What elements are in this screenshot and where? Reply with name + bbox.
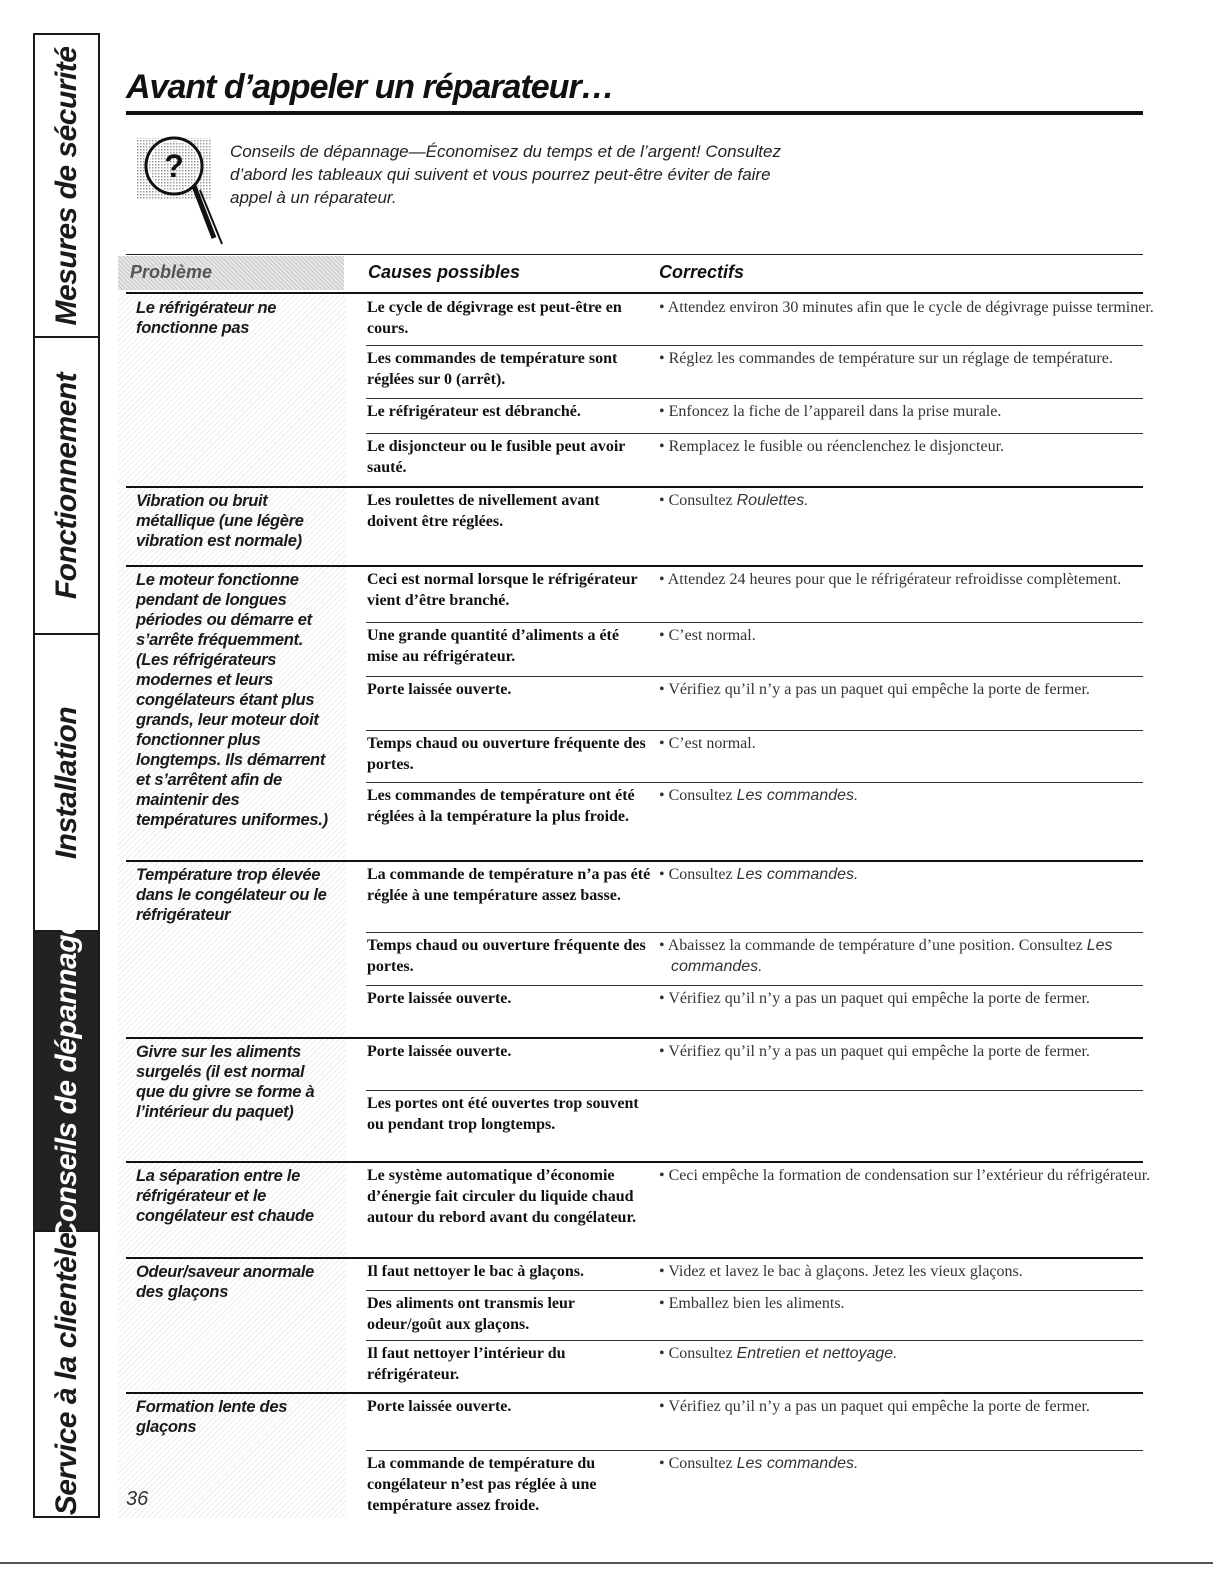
- fix-item: • Consultez Les commandes.: [659, 1455, 859, 1472]
- fix-item: • C’est normal.: [659, 735, 756, 752]
- cause-text: Les portes ont été ouvertes trop souvent ou pendant trop longtemps.: [367, 1095, 639, 1133]
- fix-text: Remplacez le fusible ou réenclenchez le disjoncteur.: [668, 438, 1005, 455]
- problem-group: [0, 1038, 1213, 1162]
- fix-reference: Les commandes.: [671, 937, 1113, 975]
- problem-text: Température trop élevée dans le congélateur ou le réfrigérateur: [136, 866, 327, 924]
- fix-reference: Entretien et nettoyage.: [736, 1345, 898, 1362]
- column-header-problem: [118, 256, 344, 290]
- fix-text: Réglez les commandes de température sur un réglage de température.: [668, 350, 1113, 367]
- problem-text: Formation lente des glaçons: [136, 1398, 288, 1436]
- question-magnifier-icon: [128, 128, 234, 248]
- fix-text: Vérifiez qu’il n’y a pas un paquet qui empêche la porte de fermer.: [668, 1043, 1090, 1060]
- problem-group: [0, 861, 1213, 1038]
- problem-cell: [118, 488, 346, 564]
- fix-item: • Consultez Les commandes.: [659, 787, 859, 804]
- problem-text: Vibration ou bruit métallique (une légère vibration est normale): [136, 492, 304, 550]
- cause-text: Porte laissée ouverte.: [367, 990, 512, 1007]
- fix-item: • Vérifiez qu’il n’y a pas un paquet qui empêche la porte de fermer.: [659, 681, 1090, 698]
- fix-item: • Vérifiez qu’il n’y a pas un paquet qui empêche la porte de fermer.: [659, 1398, 1090, 1415]
- problem-cell: [118, 567, 346, 859]
- problem-text: Le moteur fonctionne pendant de longues périodes ou démarre et s’arrête fréquemment. (Les réfrigérateurs modernes et leurs congélateurs étant plus grands, leur moteur doit fonctionner plus longtemps. Ils démarrent et s’arrêtent afin de maintenir des températures uniformes.): [136, 571, 328, 829]
- fix-item: • Réglez les commandes de température sur un réglage de température.: [659, 350, 1113, 367]
- fix-item: • Vérifiez qu’il n’y a pas un paquet qui empêche la porte de fermer.: [659, 1043, 1090, 1060]
- fix-item: • Vérifiez qu’il n’y a pas un paquet qui empêche la porte de fermer.: [659, 990, 1090, 1007]
- fix-item: • Emballez bien les aliments.: [659, 1295, 845, 1312]
- fix-text: Vérifiez qu’il n’y a pas un paquet qui empêche la porte de fermer.: [668, 990, 1090, 1007]
- problem-cell: [118, 295, 346, 485]
- fix-text: Consultez: [668, 1345, 733, 1362]
- cause-text: Le système automatique d’économie d’énergie fait circuler du liquide chaud autour du rebord avant du congélateur.: [367, 1167, 637, 1226]
- row-divider: [366, 932, 1143, 933]
- row-divider: [366, 398, 1143, 399]
- fix-text: Attendez environ 30 minutes afin que le cycle de dégivrage puisse terminer.: [667, 299, 1154, 316]
- row-divider: [366, 676, 1143, 677]
- cause-text: Porte laissée ouverte.: [367, 1043, 512, 1060]
- fix-text: Enfoncez la fiche de l’appareil dans la prise murale.: [668, 403, 1002, 420]
- cause-text: La commande de température du congélateur n’est pas réglée à une température assez froide.: [367, 1455, 597, 1514]
- cause-text: Ceci est normal lorsque le réfrigérateur vient d’être branché.: [367, 571, 638, 609]
- fix-item: • Consultez Roulettes.: [659, 492, 809, 509]
- fix-item: • Ceci empêche la formation de condensation sur l’extérieur du réfrigérateur.: [659, 1167, 1151, 1184]
- fix-text: Attendez 24 heures pour que le réfrigérateur refroidisse complètement.: [667, 571, 1122, 588]
- fix-text: Ceci empêche la formation de condensation sur l’extérieur du réfrigérateur.: [668, 1167, 1151, 1184]
- problem-cell: [118, 862, 346, 1036]
- svg-text:?: ?: [164, 148, 184, 184]
- tab-label: Installation: [49, 706, 83, 859]
- column-header-problem-label: Problème: [130, 262, 213, 282]
- problem-group: [0, 487, 1213, 566]
- cause-text: Les commandes de température ont été réglées à la température la plus froide.: [367, 787, 635, 825]
- fix-reference: Les commandes.: [736, 866, 859, 883]
- fix-item: • Consultez Entretien et nettoyage.: [659, 1345, 898, 1362]
- cause-text: Les roulettes de nivellement avant doivent être réglées.: [367, 492, 600, 530]
- fix-item: • Attendez 24 heures pour que le réfrigérateur refroidisse complètement.: [659, 571, 1122, 588]
- problem-cell: [118, 1394, 346, 1518]
- fix-item: • C’est normal.: [659, 627, 756, 644]
- cause-text: Porte laissée ouverte.: [367, 1398, 512, 1415]
- title-rule: [126, 111, 1143, 115]
- row-divider: [366, 1090, 1143, 1091]
- page-title: Avant d’appeler un réparateur…: [126, 68, 614, 106]
- cause-text: Le réfrigérateur est débranché.: [367, 403, 581, 420]
- fix-item: • Videz et lavez le bac à glaçons. Jetez les vieux glaçons.: [659, 1263, 1023, 1280]
- problem-cell: [118, 1039, 346, 1160]
- fix-text: Consultez: [668, 1455, 733, 1472]
- fix-reference: Les commandes.: [736, 787, 859, 804]
- fix-text: Consultez: [668, 866, 733, 883]
- fix-text: Emballez bien les aliments.: [668, 1295, 845, 1312]
- tab-label: Mesures de sécurité: [49, 46, 83, 325]
- tab-label: Fonctionnement: [49, 372, 83, 599]
- intro-text: Conseils de dépannage—Économisez du temps et de l’argent! Consultez d’abord les tableaux qui suivent et vous pourrez peut-être éviter de faire appel à un réparateur.: [230, 142, 781, 207]
- cause-text: Temps chaud ou ouverture fréquente des portes.: [367, 735, 646, 773]
- problem-text: La séparation entre le réfrigérateur et le congélateur est chaude: [136, 1167, 314, 1225]
- fix-text: Consultez: [668, 492, 733, 509]
- problem-group: [0, 1393, 1213, 1520]
- row-divider: [366, 782, 1143, 783]
- problem-text: Givre sur les aliments surgelés (il est normal que du givre se forme à l’intérieur du paquet): [136, 1043, 315, 1121]
- row-divider: [366, 433, 1143, 434]
- column-header-rule: [126, 254, 1143, 255]
- fix-item: • Enfoncez la fiche de l’appareil dans la prise murale.: [659, 403, 1002, 420]
- fix-text: C’est normal.: [668, 627, 756, 644]
- cause-text: Porte laissée ouverte.: [367, 681, 512, 698]
- fix-text: Consultez: [668, 787, 733, 804]
- fix-text: C’est normal.: [668, 735, 756, 752]
- row-divider: [366, 622, 1143, 623]
- cause-text: Temps chaud ou ouverture fréquente des portes.: [367, 937, 646, 975]
- cause-text: La commande de température n’a pas été réglée à une température assez basse.: [367, 866, 651, 904]
- row-divider: [366, 730, 1143, 731]
- fix-reference: Roulettes.: [736, 492, 809, 509]
- problem-group: [0, 1258, 1213, 1393]
- cause-text: Des aliments ont transmis leur odeur/goût aux glaçons.: [367, 1295, 575, 1333]
- fix-item: • Abaissez la commande de température d’une position. Consultez Les commandes.: [659, 937, 1113, 975]
- problem-group: [0, 1162, 1213, 1258]
- row-divider: [366, 1290, 1143, 1291]
- row-divider: [366, 1450, 1143, 1451]
- fix-item: • Remplacez le fusible ou réenclenchez le disjoncteur.: [659, 438, 1005, 455]
- cause-text: Le disjoncteur ou le fusible peut avoir sauté.: [367, 438, 626, 476]
- tab-label: Service à la clientèle: [49, 1232, 83, 1516]
- bottom-rule: [0, 1562, 1213, 1564]
- column-header-causes: Causes possibles: [368, 262, 521, 282]
- column-header-fixes: Correctifs: [659, 262, 745, 282]
- fix-item: • Attendez environ 30 minutes afin que le cycle de dégivrage puisse terminer.: [659, 299, 1154, 316]
- fix-text: Vérifiez qu’il n’y a pas un paquet qui empêche la porte de fermer.: [668, 681, 1090, 698]
- row-divider: [366, 1340, 1143, 1341]
- cause-text: Il faut nettoyer le bac à glaçons.: [367, 1263, 585, 1280]
- cause-text: Il faut nettoyer l’intérieur du réfrigérateur.: [367, 1345, 566, 1383]
- fix-reference: Les commandes.: [736, 1455, 859, 1472]
- fix-text: Abaissez la commande de température d’une position. Consultez: [667, 937, 1083, 954]
- problem-cell: [118, 1259, 346, 1391]
- problem-cell: [118, 1163, 346, 1256]
- fix-item: • Consultez Les commandes.: [659, 866, 859, 883]
- fix-text: Vérifiez qu’il n’y a pas un paquet qui empêche la porte de fermer.: [668, 1398, 1090, 1415]
- cause-text: Le cycle de dégivrage est peut-être en cours.: [367, 299, 622, 337]
- problem-group: [0, 294, 1213, 487]
- cause-text: Une grande quantité d’aliments a été mise au réfrigérateur.: [367, 627, 619, 665]
- fix-text: Videz et lavez le bac à glaçons. Jetez les vieux glaçons.: [668, 1263, 1023, 1280]
- tab-label: Conseils de dépannage: [49, 918, 83, 1244]
- page-number: 36: [126, 1488, 149, 1510]
- row-divider: [366, 345, 1143, 346]
- problem-group: [0, 566, 1213, 861]
- row-divider: [366, 985, 1143, 986]
- cause-text: Les commandes de température sont réglées sur 0 (arrêt).: [367, 350, 618, 388]
- problem-text: Le réfrigérateur ne fonctionne pas: [136, 299, 277, 337]
- problem-text: Odeur/saveur anormale des glaçons: [136, 1263, 315, 1301]
- tab-mesures-de-securite[interactable]: [35, 35, 98, 338]
